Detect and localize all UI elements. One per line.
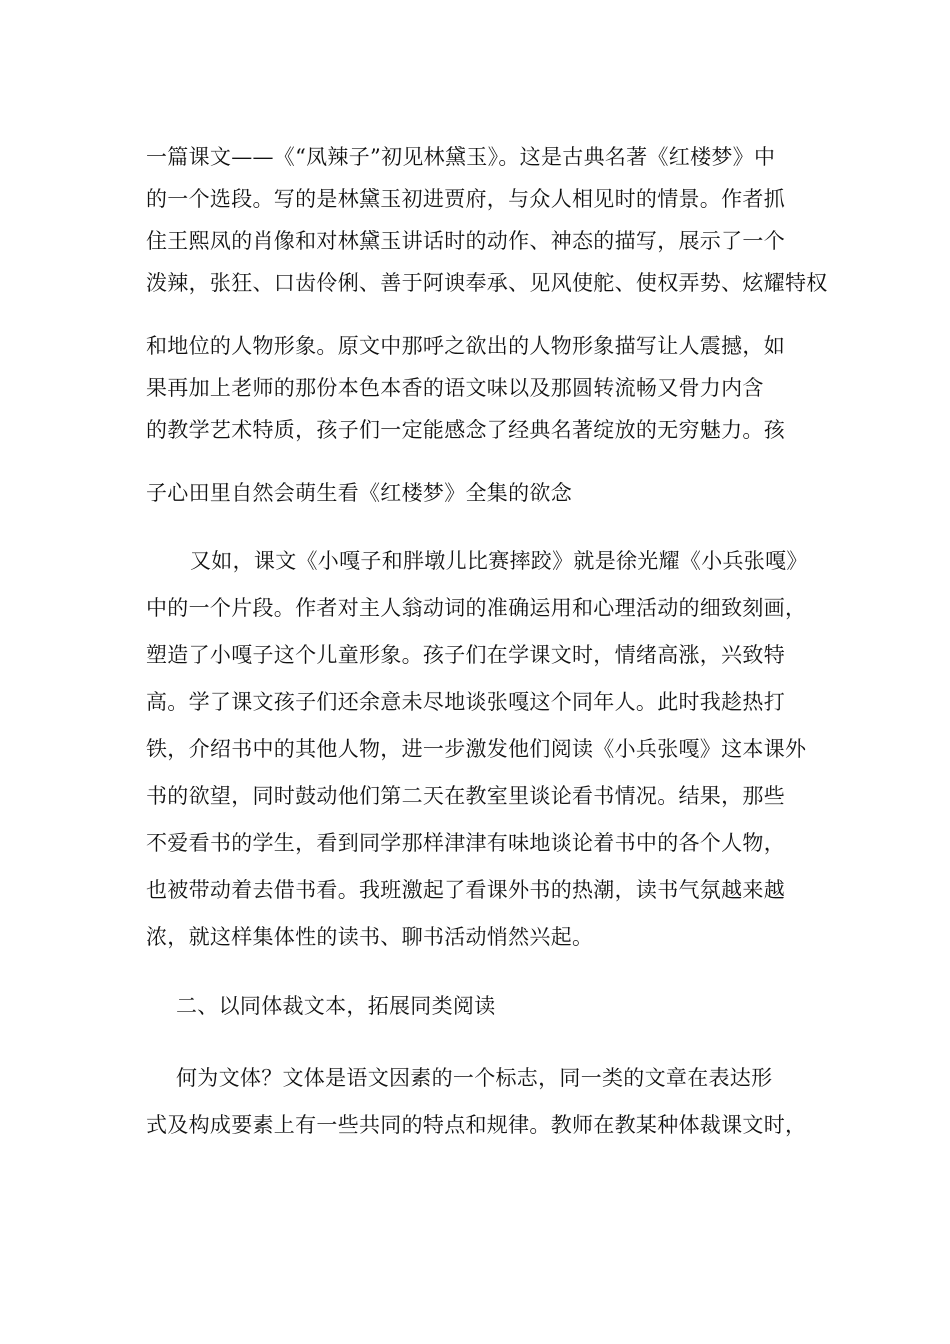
paragraph-2-line-3: 塑造了小嘎子这个儿童形象。孩子们在学课文时，情绪高涨，兴致特 <box>146 643 785 667</box>
paragraph-2-line-4: 高。学了课文孩子们还余意未尽地谈张嘎这个同年人。此时我趁热打 <box>146 690 785 714</box>
paragraph-1-line-6: 果再加上老师的那份本色本香的语文味以及那圆转流畅又骨力内含 <box>146 376 764 400</box>
paragraph-3-line-1: 何为文体？文体是语文因素的一个标志，同一类的文章在表达形 <box>176 1066 773 1090</box>
paragraph-1-line-8: 子心田里自然会萌生看《红楼梦》全集的欲念 <box>146 481 572 505</box>
paragraph-1-line-7: 的教学艺术特质，孩子们一定能感念了经典名著绽放的无穷魅力。孩 <box>146 418 785 442</box>
paragraph-1-line-5: 和地位的人物形象。原文中那呼之欲出的人物形象描写让人震撼，如 <box>146 334 785 358</box>
paragraph-2-line-2: 中的一个片段。作者对主人翁动词的准确运用和心理活动的细致刻画， <box>146 596 807 620</box>
paragraph-2-line-9: 浓，就这样集体性的读书、聊书活动悄然兴起。 <box>146 925 594 949</box>
paragraph-3-line-2: 式及构成要素上有一些共同的特点和规律。教师在教某种体裁课文时， <box>146 1113 807 1137</box>
paragraph-1-line-3: 住王熙凤的肖像和对林黛玉讲话时的动作、神态的描写，展示了一个 <box>146 229 785 253</box>
section-heading: 二、以同体裁文本，拓展同类阅读 <box>176 994 496 1018</box>
paragraph-1-line-2: 的一个选段。写的是林黛玉初进贾府，与众人相见时的情景。作者抓 <box>146 187 785 211</box>
paragraph-1-line-1: 一篇课文——《“凤辣子”初见林黛玉》。这是古典名著《红楼梦》中 <box>146 145 776 169</box>
paragraph-2-line-6: 书的欲望，同时鼓动他们第二天在教室里谈论看书情况。结果，那些 <box>146 784 785 808</box>
paragraph-2-line-7: 不爱看书的学生，看到同学那样津津有味地谈论着书中的各个人物， <box>146 831 785 855</box>
paragraph-1-line-4: 泼辣，张狂、口齿伶俐、善于阿谀奉承、见风使舵、使权弄势、炫耀特权 <box>146 271 828 295</box>
paragraph-2-line-8: 也被带动着去借书看。我班激起了看课外书的热潮，读书气氛越来越 <box>146 878 785 902</box>
paragraph-2-line-1: 又如，课文《小嘎子和胖墩儿比赛摔跤》就是徐光耀《小兵张嘎》 <box>190 549 808 573</box>
paragraph-2-line-5: 铁，介绍书中的其他人物，进一步激发他们阅读《小兵张嘎》这本课外 <box>146 737 807 761</box>
